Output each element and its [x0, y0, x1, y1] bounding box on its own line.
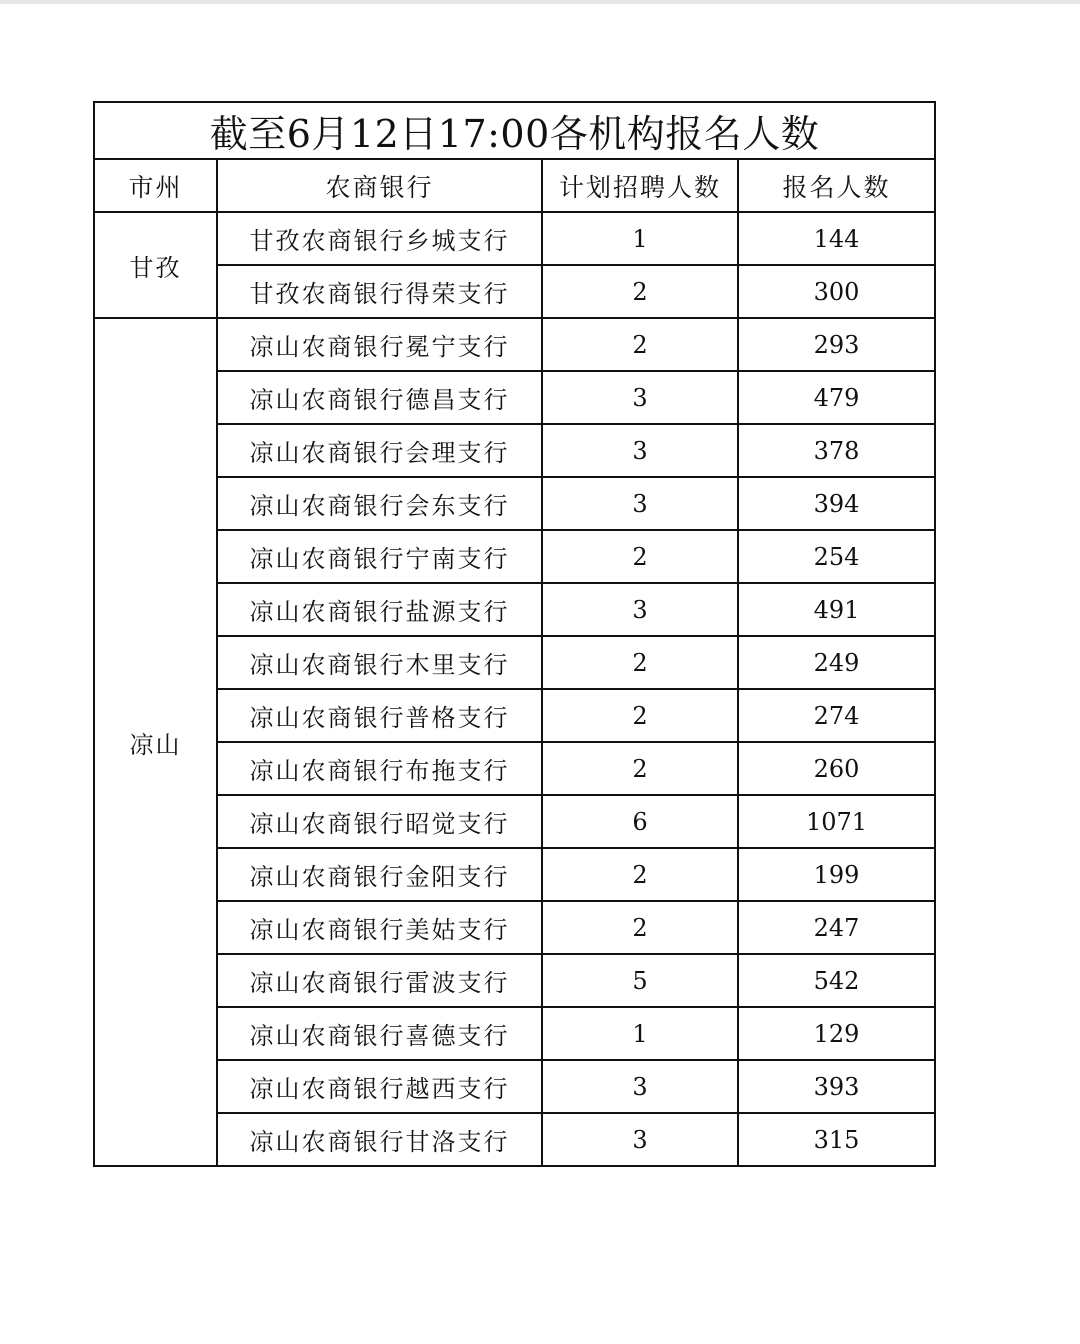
table-row	[94, 954, 935, 1007]
planned-count-cell: 2	[542, 848, 738, 901]
table-row	[94, 265, 935, 318]
planned-count-cell: 2	[542, 636, 738, 689]
bank-name-cell: 凉山农商银行普格支行	[217, 689, 542, 742]
table-row	[94, 636, 935, 689]
planned-count-cell: 2	[542, 742, 738, 795]
applicant-count-cell: 274	[738, 689, 935, 742]
planned-count-cell: 2	[542, 318, 738, 371]
bank-name-cell: 凉山农商银行木里支行	[217, 636, 542, 689]
table-row	[94, 901, 935, 954]
bank-name-cell: 凉山农商银行金阳支行	[217, 848, 542, 901]
applicant-count-cell: 394	[738, 477, 935, 530]
city-cell: 甘孜	[94, 212, 217, 318]
table-title: 截至6月12日17:00各机构报名人数	[94, 102, 935, 159]
bank-name-cell: 凉山农商银行德昌支行	[217, 371, 542, 424]
bank-name-cell: 凉山农商银行盐源支行	[217, 583, 542, 636]
planned-count-cell: 3	[542, 424, 738, 477]
bank-name-cell: 凉山农商银行会理支行	[217, 424, 542, 477]
table-row	[94, 1060, 935, 1113]
header-planned: 计划招聘人数	[542, 159, 738, 212]
planned-count-cell: 2	[542, 530, 738, 583]
header-city: 市州	[94, 159, 217, 212]
planned-count-cell: 2	[542, 265, 738, 318]
bank-name-cell: 凉山农商银行会东支行	[217, 477, 542, 530]
registration-table	[93, 101, 936, 1167]
bank-name-cell: 凉山农商银行越西支行	[217, 1060, 542, 1113]
applicant-count-cell: 542	[738, 954, 935, 1007]
table-row	[94, 583, 935, 636]
table-row	[94, 530, 935, 583]
bank-name-cell: 凉山农商银行甘洛支行	[217, 1113, 542, 1166]
header-bank: 农商银行	[217, 159, 542, 212]
table-row	[94, 1007, 935, 1060]
planned-count-cell: 3	[542, 477, 738, 530]
applicant-count-cell: 378	[738, 424, 935, 477]
planned-count-cell: 3	[542, 371, 738, 424]
table-row	[94, 848, 935, 901]
applicant-count-cell: 315	[738, 1113, 935, 1166]
planned-count-cell: 6	[542, 795, 738, 848]
applicant-count-cell: 300	[738, 265, 935, 318]
header-applicants: 报名人数	[738, 159, 935, 212]
planned-count-cell: 3	[542, 583, 738, 636]
applicant-count-cell: 260	[738, 742, 935, 795]
bank-name-cell: 甘孜农商银行乡城支行	[217, 212, 542, 265]
table-row	[94, 1113, 935, 1166]
table-row	[94, 318, 935, 371]
applicant-count-cell: 293	[738, 318, 935, 371]
bank-name-cell: 凉山农商银行宁南支行	[217, 530, 542, 583]
applicant-count-cell: 491	[738, 583, 935, 636]
planned-count-cell: 2	[542, 901, 738, 954]
applicant-count-cell: 254	[738, 530, 935, 583]
bank-name-cell: 凉山农商银行喜德支行	[217, 1007, 542, 1060]
table-row	[94, 424, 935, 477]
planned-count-cell: 2	[542, 689, 738, 742]
applicant-count-cell: 144	[738, 212, 935, 265]
bank-name-cell: 甘孜农商银行得荣支行	[217, 265, 542, 318]
title-row	[94, 102, 935, 159]
bank-name-cell: 凉山农商银行美姑支行	[217, 901, 542, 954]
header-row	[94, 159, 935, 212]
page-top-edge	[0, 0, 1080, 4]
table-row	[94, 371, 935, 424]
planned-count-cell: 3	[542, 1113, 738, 1166]
bank-name-cell: 凉山农商银行雷波支行	[217, 954, 542, 1007]
table-row	[94, 477, 935, 530]
planned-count-cell: 1	[542, 1007, 738, 1060]
table-row	[94, 795, 935, 848]
planned-count-cell: 5	[542, 954, 738, 1007]
planned-count-cell: 3	[542, 1060, 738, 1113]
applicant-count-cell: 479	[738, 371, 935, 424]
applicant-count-cell: 199	[738, 848, 935, 901]
applicant-count-cell: 129	[738, 1007, 935, 1060]
city-cell: 凉山	[94, 318, 217, 1166]
applicant-count-cell: 249	[738, 636, 935, 689]
table-row	[94, 212, 935, 265]
applicant-count-cell: 1071	[738, 795, 935, 848]
planned-count-cell: 1	[542, 212, 738, 265]
applicant-count-cell: 393	[738, 1060, 935, 1113]
bank-name-cell: 凉山农商银行冕宁支行	[217, 318, 542, 371]
bank-name-cell: 凉山农商银行昭觉支行	[217, 795, 542, 848]
table-row	[94, 742, 935, 795]
bank-name-cell: 凉山农商银行布拖支行	[217, 742, 542, 795]
table-row	[94, 689, 935, 742]
applicant-count-cell: 247	[738, 901, 935, 954]
